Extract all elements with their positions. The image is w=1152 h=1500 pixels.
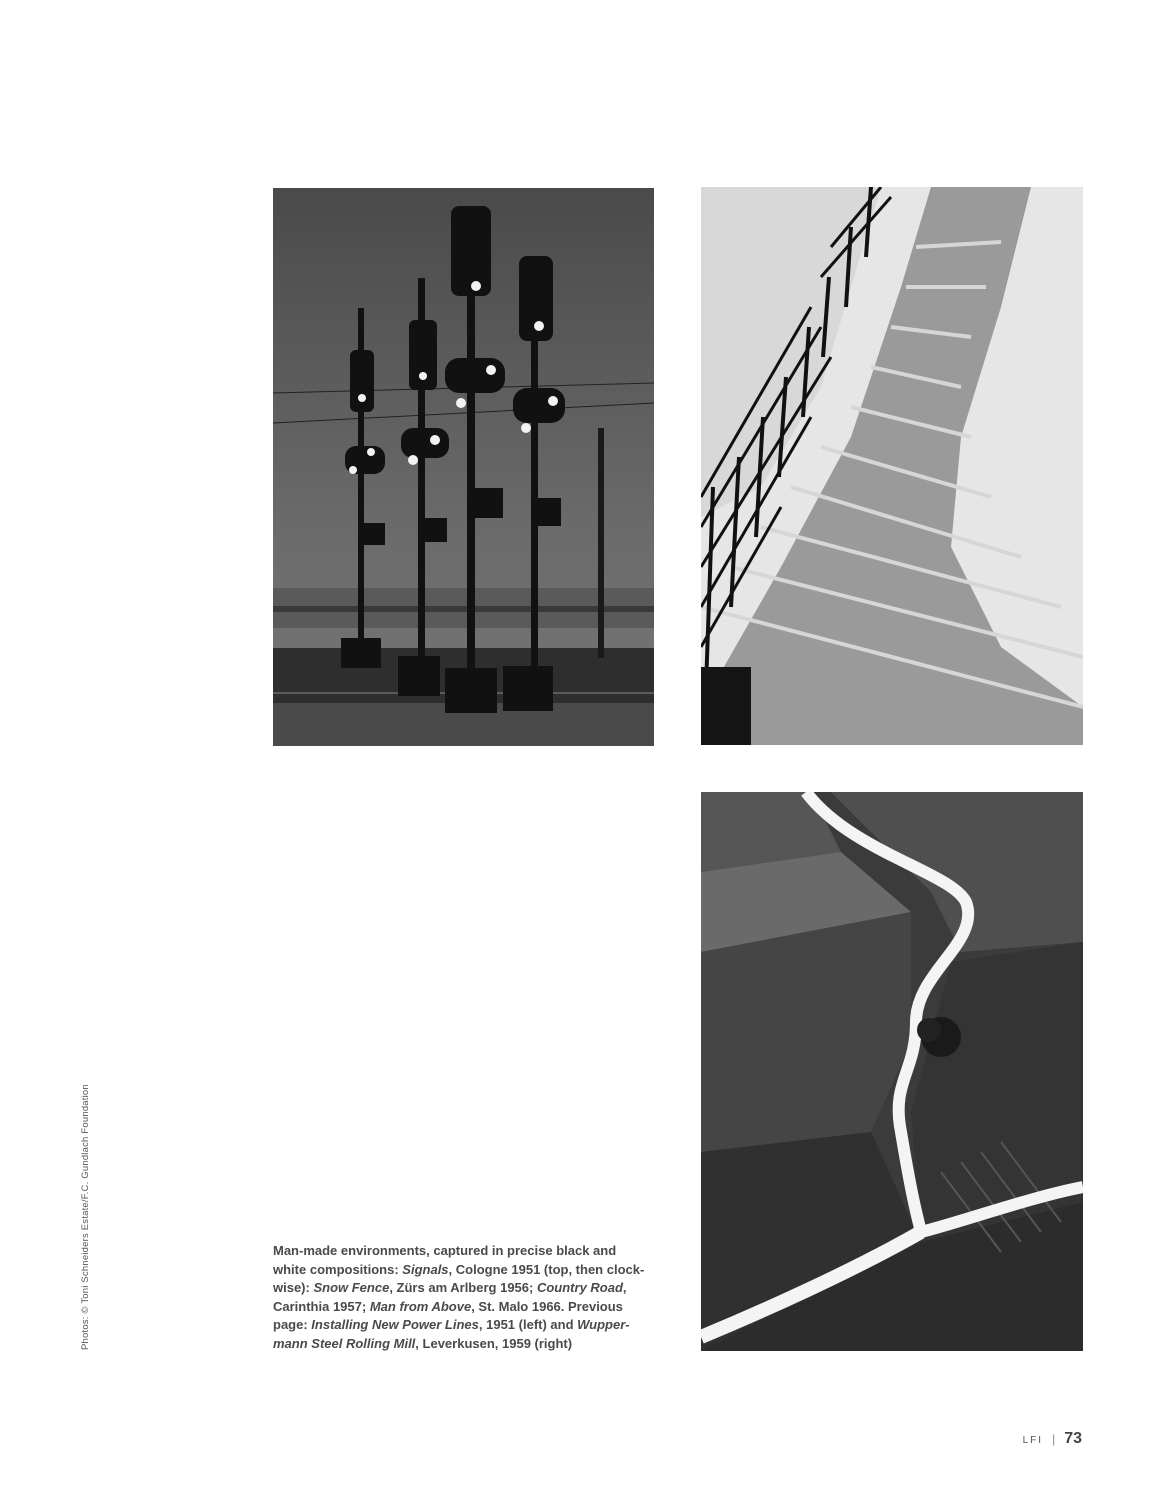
caption-title: Wupper-mann Steel Rolling Mill	[273, 1317, 630, 1351]
caption-title: Signals	[402, 1261, 449, 1277]
caption-text: , Zürs am Arlberg 1956;	[389, 1280, 537, 1296]
page-folio	[1023, 1430, 1082, 1448]
signals-photo	[273, 188, 654, 746]
caption-text: , 1951 (left) and	[478, 1317, 578, 1333]
caption-title: Installing New Power Lines	[311, 1317, 479, 1333]
snow-fence-photo	[701, 187, 1083, 745]
page-number: 73	[1064, 1430, 1082, 1447]
caption-title: Snow Fence	[313, 1280, 390, 1296]
photo-caption	[273, 1242, 645, 1354]
photo-credit: Photos: © Toni Schneiders Estate/F.C. Gundlach Foundation	[80, 1084, 91, 1350]
caption-title: Man from Above	[369, 1298, 472, 1314]
caption-text: , Leverkusen, 1959 (right)	[415, 1335, 573, 1351]
caption-text: , Cologne 1951 (top, then clock-wise):	[273, 1261, 645, 1296]
caption-text: , St. Malo 1966. Previous page:	[273, 1298, 623, 1333]
country-road-photo	[701, 792, 1083, 1351]
caption-text: Man-made environments, captured in precise black and white compositions:	[273, 1243, 617, 1277]
caption-text: , Carinthia 1957;	[273, 1280, 627, 1314]
caption-title: Country Road	[536, 1280, 623, 1296]
magazine-name: LFI	[1022, 1435, 1044, 1446]
folio-separator: |	[1052, 1432, 1056, 1446]
